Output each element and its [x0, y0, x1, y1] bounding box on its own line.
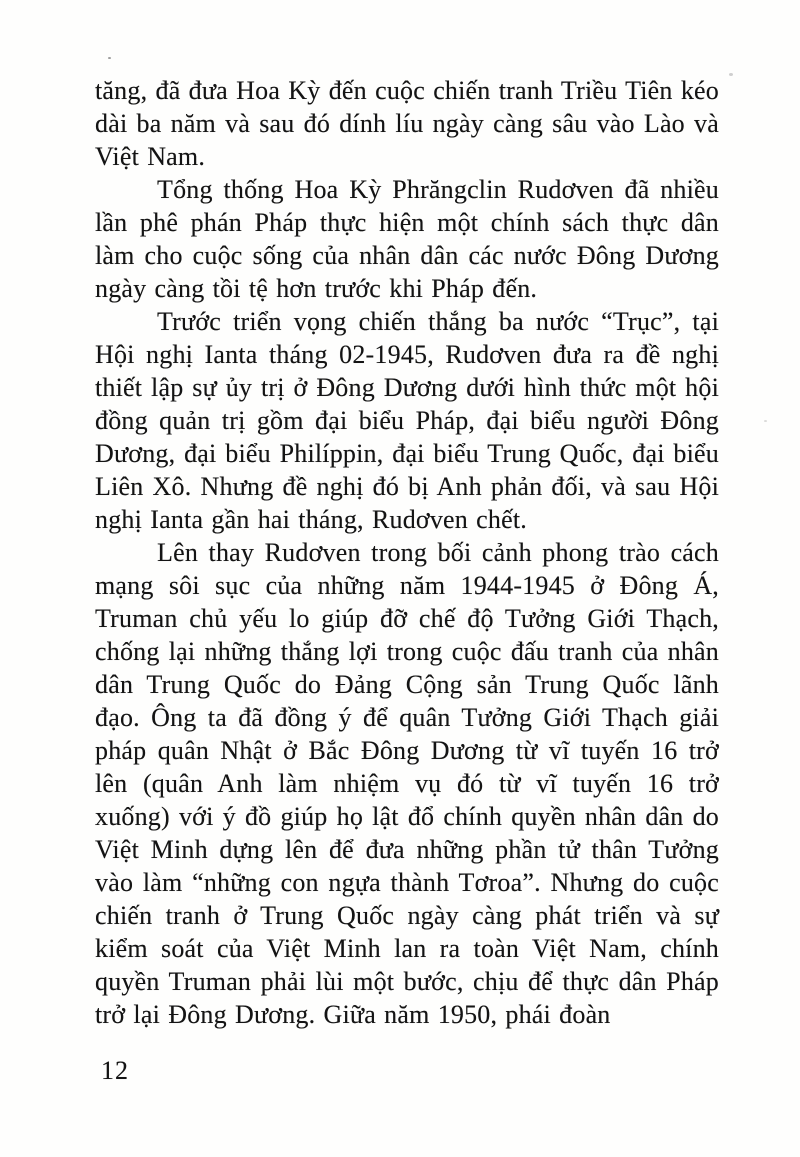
paragraph-1: tăng, đã đưa Hoa Kỳ đến cuộc chiến tranh Triều Tiên kéo dài ba năm và sau đó dính líu ngày càng sâu vào Lào và Việt Nam. [95, 76, 719, 171]
paragraph-4: Lên thay Rudơven trong bối cảnh phong trào cách mạng sôi sục của những năm 1944-1945 ở Đông Á, Truman chủ yếu lo giúp đỡ chế độ Tưởng Giới Thạch, chống lại những thắng lợi trong cuộc đấu tranh của nhân dân Trung Quốc do Đảng Cộng sản Trung Quốc lãnh đạo. Ông ta đã đồng ý để quân Tưởng Giới Thạch giải pháp quân Nhật ở Bắc Đông Dương từ vĩ tuyến 16 trở lên (quân Anh làm nhiệm vụ đó từ vĩ tuyến 16 trở xuống) với ý đồ giúp họ lật đổ chính quyền nhân dân do Việt Minh dựng lên để đưa những phần tử thân Tưởng vào làm “những con ngựa thành Tơroa”. Nhưng do cuộc chiến tranh ở Trung Quốc ngày càng phát triển và sự kiểm soát của Việt Minh lan ra toàn Việt Nam, chính quyền Truman phải lùi một bước, chịu để thực dân Pháp trở lại Đông Dương. Giữa năm 1950, phái đoàn [95, 538, 719, 1029]
body-text [95, 74, 719, 1031]
page-number: 12 [101, 1056, 129, 1085]
scan-speck [729, 73, 733, 76]
paragraph-3: Trước triển vọng chiến thắng ba nước “Trục”, tại Hội nghị Ianta tháng 02-1945, Rudơven đưa ra đề nghị thiết lập sự ủy trị ở Đông Dương dưới hình thức một hội đồng quản trị gồm đại biểu Pháp, đại biểu người Đông Dương, đại biểu Philíppin, đại biểu Trung Quốc, đại biểu Liên Xô. Nhưng đề nghị đó bị Anh phản đối, và sau Hội nghị Ianta gần hai tháng, Rudơven chết. [95, 307, 719, 534]
scan-speck [108, 57, 111, 59]
scan-speck [764, 420, 767, 422]
paragraph-2: Tổng thống Hoa Kỳ Phrăngclin Rudơven đã nhiều lần phê phán Pháp thực hiện một chính sách thực dân làm cho cuộc sống của nhân dân các nước Đông Dương ngày càng tồi tệ hơn trước khi Pháp đến. [95, 175, 719, 303]
